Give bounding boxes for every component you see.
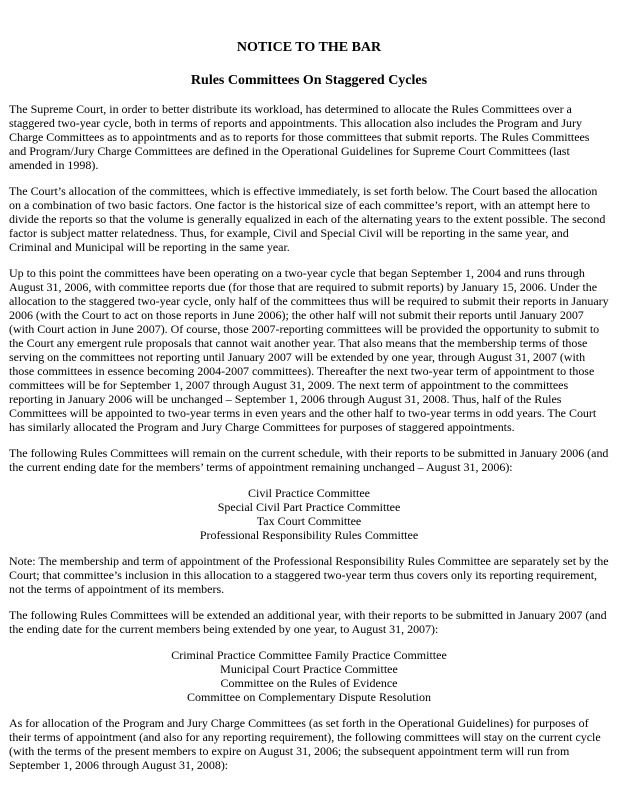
committee-list-item: Civil Practice Committee bbox=[248, 486, 370, 500]
committee-list-item: Professional Responsibility Rules Committee bbox=[199, 528, 419, 542]
paragraph-program-jury: As for allocation of the Program and Jury Charge Committees (as set forth in the Operational Guidelines) for purposes of their terms of appointment (and also for any reporting requirement), the following committees will stay on the current cycle (with the terms of the present members to expire on August 31, 2006; the subsequent appointment term will run from September 1, 2006 through August 31, 2008): bbox=[9, 716, 601, 772]
paragraph-allocation: The Court’s allocation of the committees, which is effective immediately, is set forth below. The Court based the allocation on a combination of two basic factors. One factor is the historical size of each committee’s report, with an attempt here to divide the reports so that the volume is generally equalized in each of the alternating years to the extent possible. The second factor is subject matter relatedness. Thus, for example, Civil and Special Civil will be reporting in the same year, and Criminal and Municipal will be reporting in the same year. bbox=[9, 184, 606, 254]
paragraph-note: Note: The membership and term of appointment of the Professional Responsibility Rules Committee are separately set by the Court; that committee’s inclusion in this allocation to a staggered two-year term thus covers only its reporting requirement, not the terms of appointment of its members. bbox=[9, 554, 609, 596]
committee-list-item: Tax Court Committee bbox=[256, 514, 362, 528]
committee-list-item: Criminal Practice Committee Family Practice Committee bbox=[171, 648, 447, 662]
paragraph-extended: The following Rules Committees will be extended an additional year, with their reports to be submitted in January 2007 (and the ending date for the current members being extended by one year, to August 31, 2007): bbox=[9, 608, 607, 636]
paragraph-current-schedule: The following Rules Committees will remain on the current schedule, with their reports to be submitted in January 2006 (and the current ending date for the members’ terms of appointment remaining unchanged – August 31, 2006): bbox=[9, 446, 609, 474]
extended-committee-list bbox=[9, 648, 609, 704]
document-subtitle: Rules Committees On Staggered Cycles bbox=[190, 73, 428, 88]
committee-list-item: Committee on the Rules of Evidence bbox=[220, 676, 398, 690]
document-title: NOTICE TO THE BAR bbox=[236, 40, 382, 55]
paragraph-cycle: Up to this point the committees have been operating on a two-year cycle that began September 1, 2004 and runs through August 31, 2006, with committee reports due (for those that are required to submit reports) by January 15, 2006. Under the allocation to the staggered two-year cycle, only half of the committees thus will be required to submit their reports in January 2006 (with the Court to act on those reports in June 2006); the other half will not submit their reports until January 2007 (with Court action in June 2007). Of course, those 2007-reporting committees will be provided the opportunity to submit to the Court any emergent rule proposals that cannot wait another year. That also means that the membership terms of those serving on the committees not reporting until January 2007 will be extended by one year, through August 31, 2007 (with those committees in essence becoming 2004-2007 committees). Thereafter the next two-year term of appointment to those committees will be for September 1, 2007 through August 31, 2009. The next term of appointment to the committees reporting in January 2006 will be unchanged – September 1, 2006 through August 31, 2008. Thus, half of the Rules Committees will be appointed to two-year terms in even years and the other half to two-year terms in odd years. The Court has similarly allocated the Program and Jury Charge Committees for purposes of staggered appointments. bbox=[9, 266, 609, 434]
paragraph-intro: The Supreme Court, in order to better distribute its workload, has determined to allocate the Rules Committees over a staggered two-year cycle, both in terms of reports and appointments. This allocation also includes the Program and Jury Charge Committees as to appointments and as to reports for those committees that submit reports. The Rules Committees and Program/Jury Charge Committees are defined in the Operational Guidelines for Supreme Court Committees (last amended in 1998). bbox=[9, 102, 590, 172]
committee-list-item: Special Civil Part Practice Committee bbox=[217, 500, 401, 514]
document-page bbox=[9, 40, 609, 784]
committee-list-item: Municipal Court Practice Committee bbox=[220, 662, 398, 676]
committee-list-item: Committee on Complementary Dispute Resolution bbox=[187, 690, 431, 704]
current-schedule-committee-list bbox=[9, 486, 609, 542]
